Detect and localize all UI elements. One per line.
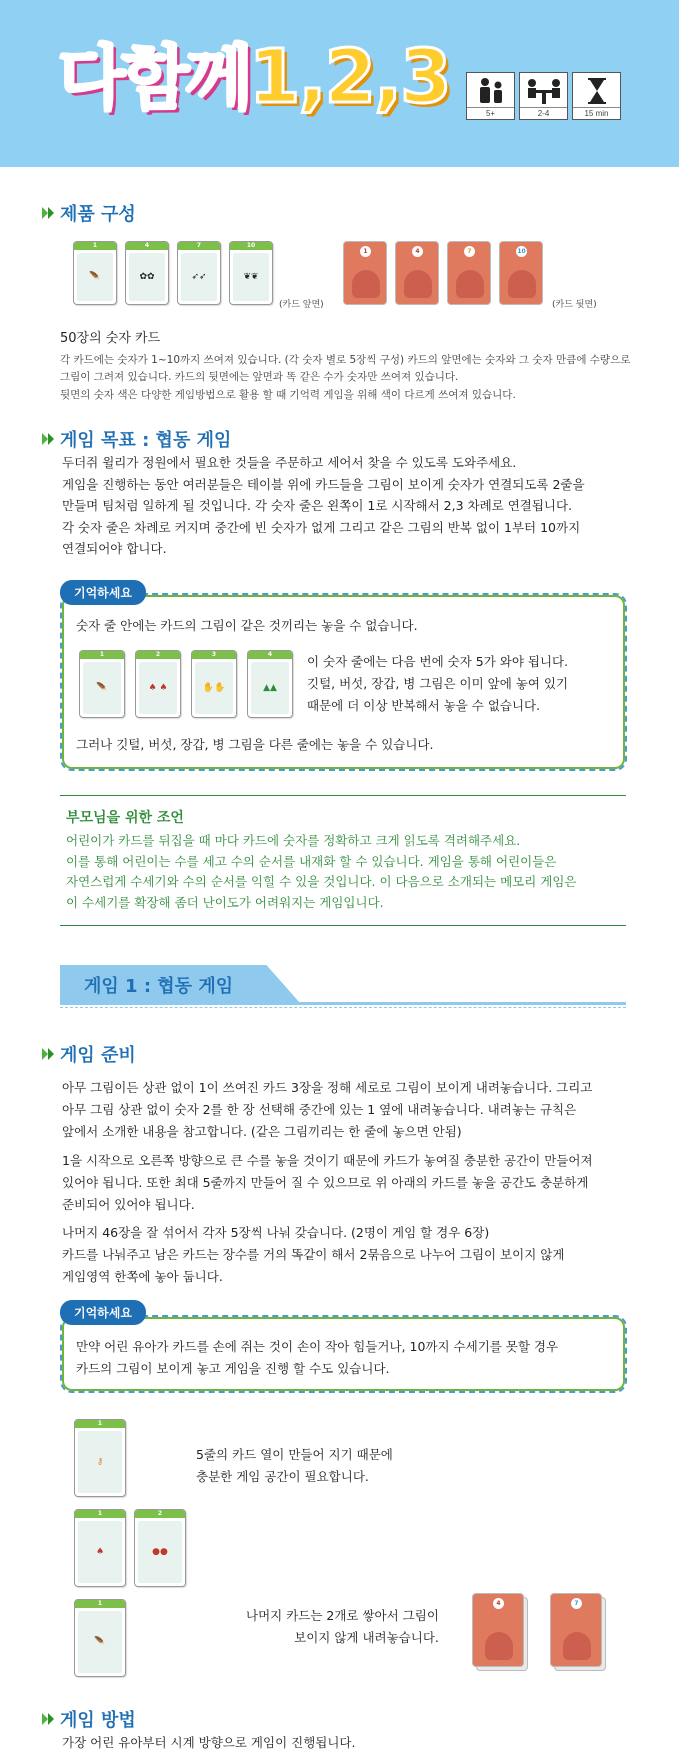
section-arrow-icon	[42, 206, 56, 220]
remember-1-line1: 숫자 줄 안에는 카드의 그림이 같은 것끼리는 놓을 수 없습니다.	[76, 618, 418, 633]
bottle-icon: ▲▲	[251, 662, 289, 714]
layout-card-bottom-1: 1 🪶	[74, 1599, 126, 1677]
mole-icon	[485, 1632, 513, 1660]
time-info-box	[572, 72, 621, 120]
draw-pile-2: 7	[550, 1593, 602, 1667]
remember-tag-1: 기억하세요	[60, 580, 146, 605]
components-subtitle: 50장의 숫자 카드	[60, 331, 161, 346]
back-label: (카드 뒷면)	[552, 300, 597, 310]
players-icon	[525, 76, 563, 106]
mole-icon	[456, 270, 484, 298]
remember-2-text: 만약 어린 유아가 카드를 손에 쥐는 것이 손이 작아 힘들거나, 10까지 수세기를 못할 경우 카드의 그림이 보이게 놓고 게임을 진행 할 수도 있습니다.	[76, 1339, 559, 1376]
hourglass-icon	[585, 76, 609, 106]
flower-icon: ✿✿	[129, 253, 165, 301]
goal-heading	[42, 426, 231, 452]
back-card-4: 4	[395, 241, 439, 305]
goal-title: 게임 목표 : 협동 게임	[60, 430, 232, 451]
advice-top-rule	[60, 795, 626, 796]
layout-note: 5줄의 카드 열이 만들어 지기 때문에 충분한 게임 공간이 필요합니다.	[196, 1447, 393, 1484]
advice-text: 어린이가 카드를 뒤집을 때 마다 카드에 숫자를 정확하고 크게 읽도록 격려해주세요. 이를 통해 어린이는 수를 세고 수의 순서를 내재화 할 수 있습니다. 게임을 통해 어린이들은 자연스럽게 수세기와 수의 순서를 익힐 수 있을 것입니다. 이 다음으로 소개되는 메모리 게임은 이 수세기를 확장해 좀더 난이도가 어려워지는 게임입니다.	[66, 833, 577, 910]
section-arrow-icon	[42, 1047, 56, 1061]
players-label: 2-4	[520, 107, 567, 119]
example-card-2: 2 ♠ ♠	[135, 650, 181, 718]
feather-icon: 🪶	[83, 662, 121, 714]
glove-icon: ✋✋	[195, 662, 233, 714]
prep-heading	[42, 1041, 136, 1067]
back-card-1: 1	[343, 241, 387, 305]
game1-banner-title: 게임 1 : 협동 게임	[84, 976, 234, 997]
mole-icon	[508, 270, 536, 298]
logo-title-text: 다함께	[58, 37, 249, 119]
front-card-1: 1 🪶	[73, 241, 117, 305]
remember-1-last-line: 그러나 깃털, 버섯, 장갑, 병 그림을 다른 줄에는 놓을 수 있습니다.	[76, 737, 434, 752]
goal-text: 두더쥐 윌리가 정원에서 필요한 것들을 주문하고 세어서 찾을 수 있도록 도와주세요. 게임을 진행하는 동안 여러분들은 테이블 위에 카드들을 그림이 보이게 숫자가 연결되도록 2줄을 만들며 팀처럼 일하게 될 것입니다. 각 숫자 줄은 왼쪽이 1로 시작해서 2,3 차례로 연결됩니다. 각 숫자 줄은 차례로 커지며 중간에 빈 숫자가 없게 그리고 같은 그림의 반복 없이 1부터 10까지 연결되어야 합니다.	[62, 455, 585, 556]
feather-icon: 🪶	[78, 1611, 122, 1673]
components-title: 제품 구성	[60, 204, 136, 225]
back-card-7: 7	[447, 241, 491, 305]
howto-line: 가장 어린 유아부터 시계 방향으로 게임이 진행됩니다.	[62, 1735, 356, 1750]
age-label: 5+	[467, 107, 514, 119]
child-icon	[474, 76, 508, 106]
front-card-4: 4 ✿✿	[125, 241, 169, 305]
example-card-4: 4 ▲▲	[247, 650, 293, 718]
howto-heading	[42, 1706, 136, 1732]
example-card-1: 1 🪶	[79, 650, 125, 718]
mushroom-icon: ♠ ♠	[139, 662, 177, 714]
howto-title: 게임 방법	[60, 1710, 136, 1731]
leaf-icon: ❦❦	[233, 253, 269, 301]
banner-dashed-rule	[60, 1007, 626, 1008]
draw-pile-1: 4	[472, 1593, 524, 1667]
game-info-boxes	[466, 72, 621, 120]
prep-paragraph-3: 나머지 46장을 잘 섞어서 각자 5장씩 나눠 갖습니다. (2명이 게임 할 경우 6장) 카드를 나눠주고 남은 카드는 장수를 거의 똑같이 해서 2묶음으로 나누어 그림이 보이지 않게 게임영역 한쪽에 놓아 둡니다.	[62, 1225, 565, 1284]
ladybug-icon: ●●	[138, 1521, 182, 1583]
remember-tag-2: 기억하세요	[60, 1300, 146, 1325]
advice-bottom-rule	[60, 925, 626, 926]
prep-paragraph-2: 1을 시작으로 오른쪽 방향으로 큰 수를 놓을 것이기 때문에 카드가 놓여질 충분한 공간이 만들어져 있어야 됩니다. 또한 최대 5줄까지 만들어 질 수 있으므로 위 아래의 카드를 놓을 공간도 충분하게 준비되어 있어야 됩니다.	[62, 1153, 593, 1212]
game-logo	[58, 34, 450, 120]
mushroom-icon: ♠	[78, 1521, 122, 1583]
front-label: (카드 앞면)	[279, 300, 324, 310]
layout-card-mid-1: 1 ♠	[74, 1509, 126, 1587]
logo-title-numbers: 1,2,3	[248, 34, 450, 120]
age-info-box	[466, 72, 515, 120]
prep-title: 게임 준비	[60, 1045, 136, 1066]
players-info-box	[519, 72, 568, 120]
layout-card-top-1: 1 ⚷	[74, 1419, 126, 1497]
mole-icon	[404, 270, 432, 298]
key-icon: ⚷	[78, 1431, 122, 1493]
components-heading	[42, 200, 136, 226]
pile-note: 나머지 카드는 2개로 쌓아서 그림이 보이지 않게 내려놓습니다.	[246, 1608, 439, 1645]
feather-icon: 🪶	[77, 253, 113, 301]
time-label: 15 min	[573, 107, 620, 119]
banner-rule	[60, 1002, 626, 1005]
remember-1-side-text: 이 숫자 줄에는 다음 번에 숫자 5가 와야 됩니다. 깃털, 버섯, 장갑, 병 그림은 이미 앞에 놓여 있기 때문에 더 이상 반복해서 놓을 수 없습니다.	[307, 654, 569, 713]
mole-icon	[352, 270, 380, 298]
example-card-3: 3 ✋✋	[191, 650, 237, 718]
layout-card-mid-2: 2 ●●	[134, 1509, 186, 1587]
prep-paragraph-1: 아무 그림이든 상관 없이 1이 쓰여진 카드 3장을 정해 세로로 그림이 보이게 내려놓습니다. 그리고 아무 그림 상관 없이 숫자 2를 한 장 선택해 중간에 있는 1 옆에 내려놓습니다. 내려놓는 규칙은 앞에서 소개한 내용을 참고합니다. (같은 그림끼리는 한 줄에 놓으면 안됨)	[62, 1080, 593, 1139]
components-description: 각 카드에는 숫자가 1~10까지 쓰여져 있습니다. (각 숫자 별로 5장씩 구성) 카드의 앞면에는 숫자와 그 숫자 만큼에 수량으로 그림이 그려져 있습니다. 카드의 뒷면에는 앞면과 똑 같은 수가 숫자만 쓰여져 있습니다. 뒷면의 숫자 색은 다양한 게임방법으로 활용 할 때 기억력 게임을 위해 색이 다르게 쓰여져 있습니다.	[60, 354, 631, 401]
front-card-7: 7 ➶➶	[177, 241, 221, 305]
header-banner	[0, 0, 679, 167]
back-card-10: 10	[499, 241, 543, 305]
bird-icon: ➶➶	[181, 253, 217, 301]
section-arrow-icon	[42, 1712, 56, 1726]
section-arrow-icon	[42, 432, 56, 446]
mole-icon	[563, 1632, 591, 1660]
front-card-10: 10 ❦❦	[229, 241, 273, 305]
advice-title: 부모님을 위한 조언	[66, 810, 184, 826]
